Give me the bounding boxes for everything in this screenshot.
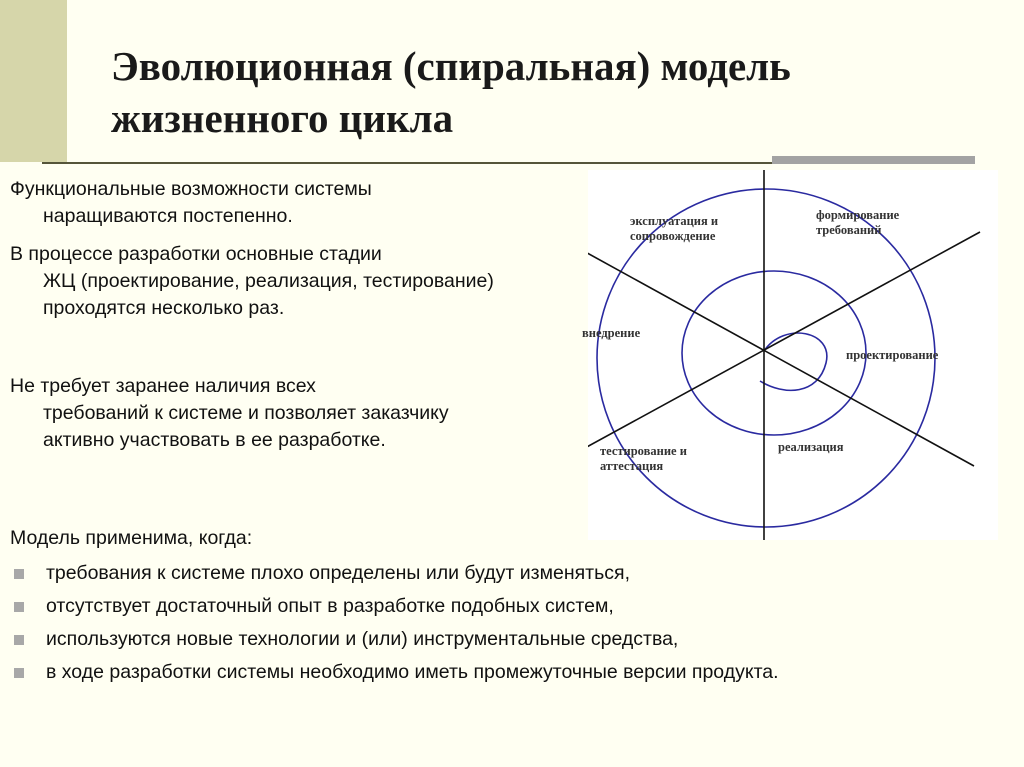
label-implementation: реализация [778,440,844,454]
title-accent-bar [772,156,975,164]
label-operation: эксплуатация и сопровождение [630,214,719,243]
decorative-side-bar [0,0,67,162]
bullet-square-icon [14,635,24,645]
paragraph-3 [10,373,560,454]
condition-item [10,659,1010,685]
middle-spiral-loop [682,271,866,435]
condition-item [10,560,1010,586]
paragraph-3-first-line: Не требует заранее наличия всех [10,375,316,397]
slide-title: Эволюционная (спиральная) модель жизненного цикла [111,43,791,141]
spiral-diagram [582,170,998,540]
label-requirements: формирование требований [816,208,900,237]
condition-text: используются новые технологии и (или) инструментальные средства, [46,628,679,650]
bullet-square-icon [14,602,24,612]
conditions-list [10,560,1010,692]
paragraph-2-first-line: В процессе разработки основные стадии [10,243,382,265]
condition-text: отсутствует достаточный опыт в разработке подобных систем, [46,595,614,617]
condition-text: в ходе разработки системы необходимо иметь промежуточные версии продукта. [46,661,779,683]
model-applicable-heading: Модель применима, когда: [10,527,253,549]
condition-text: требования к системе плохо определены или будут изменяться, [46,562,630,584]
paragraph-2-rest: ЖЦ (проектирование, реализация, тестирование) проходятся несколько раз. [43,270,494,319]
paragraph-1-rest: наращиваются постепенно. [43,205,293,227]
bullet-square-icon [14,569,24,579]
inner-spiral-start [760,333,827,390]
condition-item [10,626,1010,652]
bullet-square-icon [14,668,24,678]
label-testing: тестирование и аттестация [600,444,687,473]
condition-item [10,593,1010,619]
label-design: проектирование [846,348,939,362]
paragraph-1 [10,176,570,230]
paragraph-3-rest: требований к системе и позволяет заказчику активно участвовать в ее разработке. [43,402,449,451]
paragraph-1-first-line: Функциональные возможности системы [10,178,372,200]
title-underline [42,162,832,164]
label-deployment: внедрение [582,326,641,340]
paragraph-2 [10,241,560,322]
